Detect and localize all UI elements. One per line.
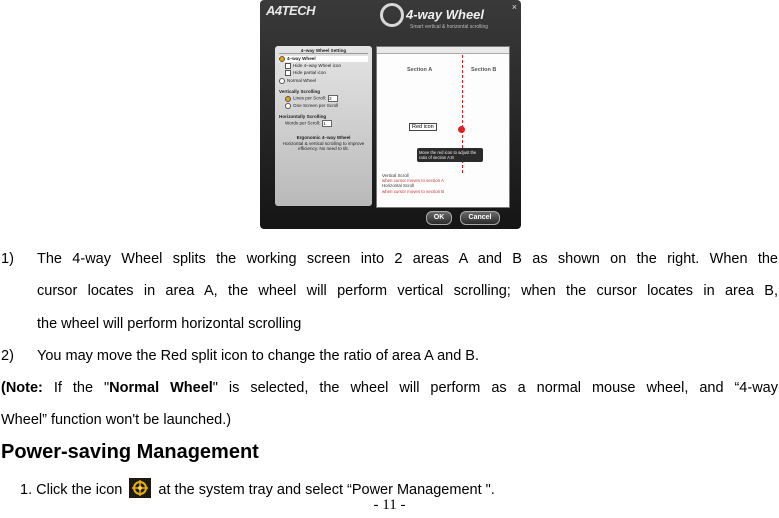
note-line1 [1, 378, 778, 398]
hide-wheel-icon-checkbox[interactable] [285, 63, 372, 69]
ergo-description: Horizontal & vertical scrolling to improve efficiency. No need to tilt. [282, 141, 365, 151]
section-b-label: Section B [471, 67, 497, 73]
red-icon-callout: Red icon [409, 123, 437, 131]
item1-line1: The 4-way Wheel splits the working screen into 2 areas A and B as shown on the right. When the [37, 251, 778, 267]
lines-spinner[interactable]: 3 [328, 95, 338, 102]
note-pre: If the " [42, 380, 110, 396]
horizontal-heading: Horizontally Scrolling [279, 114, 327, 119]
item1-line3: the wheel will perform horizontal scrolling [37, 316, 302, 332]
step1-post: at the system tray and select “Power Management ". [158, 482, 495, 498]
radio-icon [285, 103, 291, 109]
scroll-legend [382, 173, 444, 194]
wheel-logo-icon [380, 3, 404, 27]
item1-line2: cursor locates in area A, the wheel will perform vertical scrolling; when the cursor locates in area B, [37, 283, 778, 299]
radio-icon [279, 56, 285, 62]
hide-partial-icon-checkbox[interactable] [285, 70, 372, 76]
checkbox-icon [285, 63, 291, 69]
words-label: Words per Scroll: [285, 120, 321, 126]
note-bold: Normal Wheel [109, 380, 213, 396]
vertical-scroll-when: when cursor moves to section A [382, 178, 444, 184]
note-label: (Note: [1, 380, 43, 396]
words-spinner[interactable]: 1 [322, 120, 332, 127]
checkbox-icon [285, 70, 291, 76]
one-screen-option[interactable] [285, 103, 372, 109]
radio-icon [285, 96, 291, 102]
ok-button[interactable]: OK [426, 211, 452, 225]
horizontal-scroll-label: Horizontal Scroll [382, 183, 414, 189]
note-post: " is selected, the wheel will perform as a normal mouse wheel, and “4-way [212, 380, 778, 396]
option-normal-label: Normal Wheel [287, 78, 317, 84]
product-title: 4-way Wheel [406, 7, 485, 22]
section-heading: Power-saving Management [1, 441, 259, 463]
ergo-title: Ergonomic 4–way Wheel [296, 135, 351, 140]
red-split-icon[interactable] [458, 126, 465, 133]
option-4way-label: 4–way Wheel [287, 56, 316, 62]
tray-wheel-icon [129, 478, 151, 498]
lines-per-scroll-option[interactable] [285, 95, 372, 102]
item1-number: 1) [1, 251, 14, 267]
one-screen-label: One Screen per Scroll [293, 103, 339, 109]
note-line2: Wheel” function won't be launched.) [1, 412, 232, 428]
wheel-settings-screenshot [260, 0, 521, 229]
words-per-scroll-option[interactable] [285, 120, 372, 127]
settings-title: 4–way Wheel Setting [279, 46, 368, 54]
option-normal-wheel[interactable] [279, 78, 368, 84]
brand-logo: A4TECH [266, 3, 316, 18]
product-tagline: Smart vertical & horizontal scrolling [410, 24, 489, 30]
item2-number: 2) [1, 348, 14, 364]
hide-wheel-label: Hide 4–way Wheel icon [293, 63, 342, 69]
page-number: - 11 - [373, 497, 406, 513]
ratio-tip: Move the red icon to adjust the ratio of section A:B [417, 148, 483, 162]
close-icon[interactable]: × [511, 2, 517, 12]
cancel-button[interactable]: Cancel [460, 211, 500, 225]
section-a-label: Section A [407, 67, 433, 73]
settings-panel [275, 46, 372, 206]
item2-text: You may move the Red split icon to change the ratio of area A and B. [37, 348, 479, 364]
vertical-scroll-label: Vertical Scroll [382, 173, 409, 178]
vertical-heading: Vertically Scrolling [279, 89, 321, 94]
lines-label: Lines per Scroll: [293, 95, 326, 101]
option-4way-wheel[interactable] [279, 56, 368, 62]
preview-titlebar [377, 47, 509, 54]
horizontal-scroll-when: when cursor moves to section B [382, 188, 445, 194]
radio-icon [279, 78, 285, 84]
step1-pre: 1. Click the icon [20, 482, 123, 498]
hide-partial-label: Hide partial icon [293, 70, 326, 76]
preview-panel [376, 46, 510, 208]
